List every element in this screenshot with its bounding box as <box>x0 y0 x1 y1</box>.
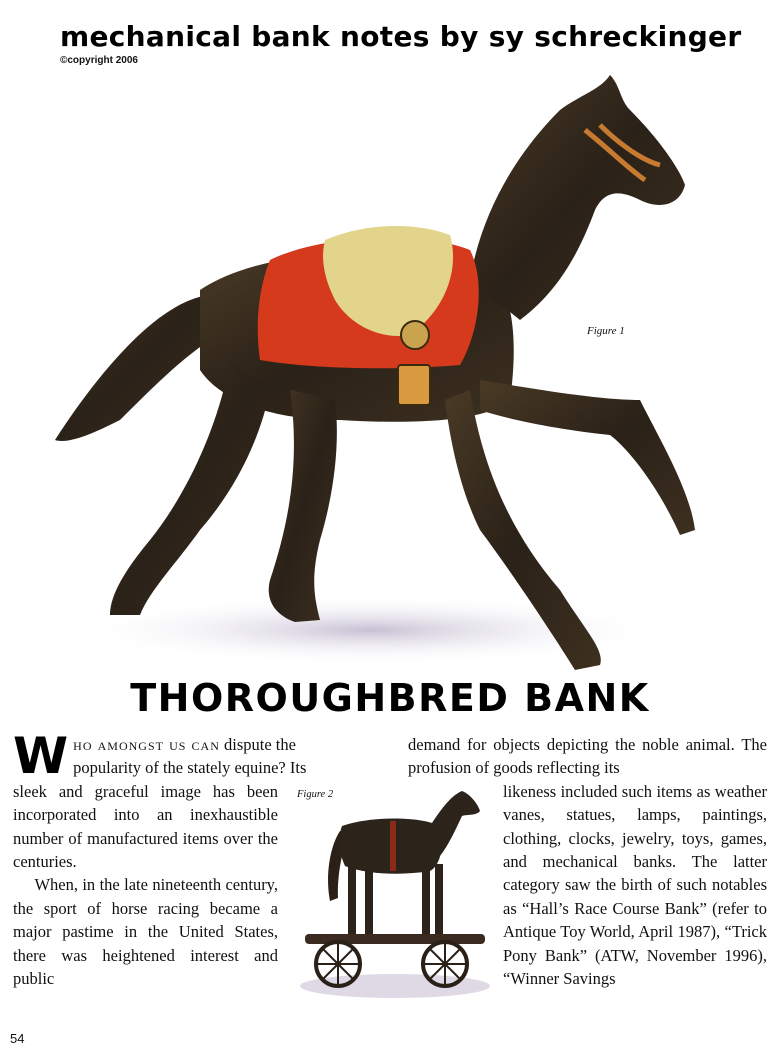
figure-1-horse-photo <box>40 70 740 680</box>
drop-cap: W <box>13 727 69 785</box>
paragraph-1-line-1: dispute the <box>219 735 296 754</box>
left-column-top <box>13 727 376 785</box>
figure-1-caption: Figure 1 <box>587 325 625 337</box>
paragraph-2: When, in the late nineteenth century, the sport of horse racing became a major pastime in the United States, there was heightened interest and public <box>13 875 278 989</box>
column-title: mechanical bank notes by sy schreckinger <box>60 20 742 53</box>
left-column-body <box>13 780 278 991</box>
article-title: THOROUGHBRED BANK <box>130 676 650 720</box>
paragraph-1-line-2: popularity of the stately equine? Its <box>73 758 307 778</box>
right-column-top <box>408 733 767 780</box>
lead-in-smallcaps: ho amongst us can <box>73 735 220 754</box>
page-number: 54 <box>10 1031 25 1046</box>
figure-2-horse-platform-photo <box>290 786 495 1006</box>
right-column-body-text: likeness included such items as weather vanes, statues, lamps, paintings, clothing, clocks, jewelry, toys, games, and mechanical banks. The latter category saw the birth of such notables as “Hall’s Race Course Bank” (refer to Antique Toy World, April 1987), “Trick Pony Bank” (ATW, November 1996), “Winner Savings <box>503 781 767 989</box>
right-column-top-text: demand for objects depicting the noble animal. The profusion of goods reflecting its <box>408 735 767 778</box>
right-column-body <box>503 780 767 991</box>
copyright-notice: ©copyright 2006 <box>60 55 138 66</box>
paragraph-1-continued: sleek and graceful image has been incorporated into an inexhaustible number of manufactured items over the centuries. <box>13 781 278 872</box>
figure-2-caption: Figure 2 <box>297 789 334 800</box>
